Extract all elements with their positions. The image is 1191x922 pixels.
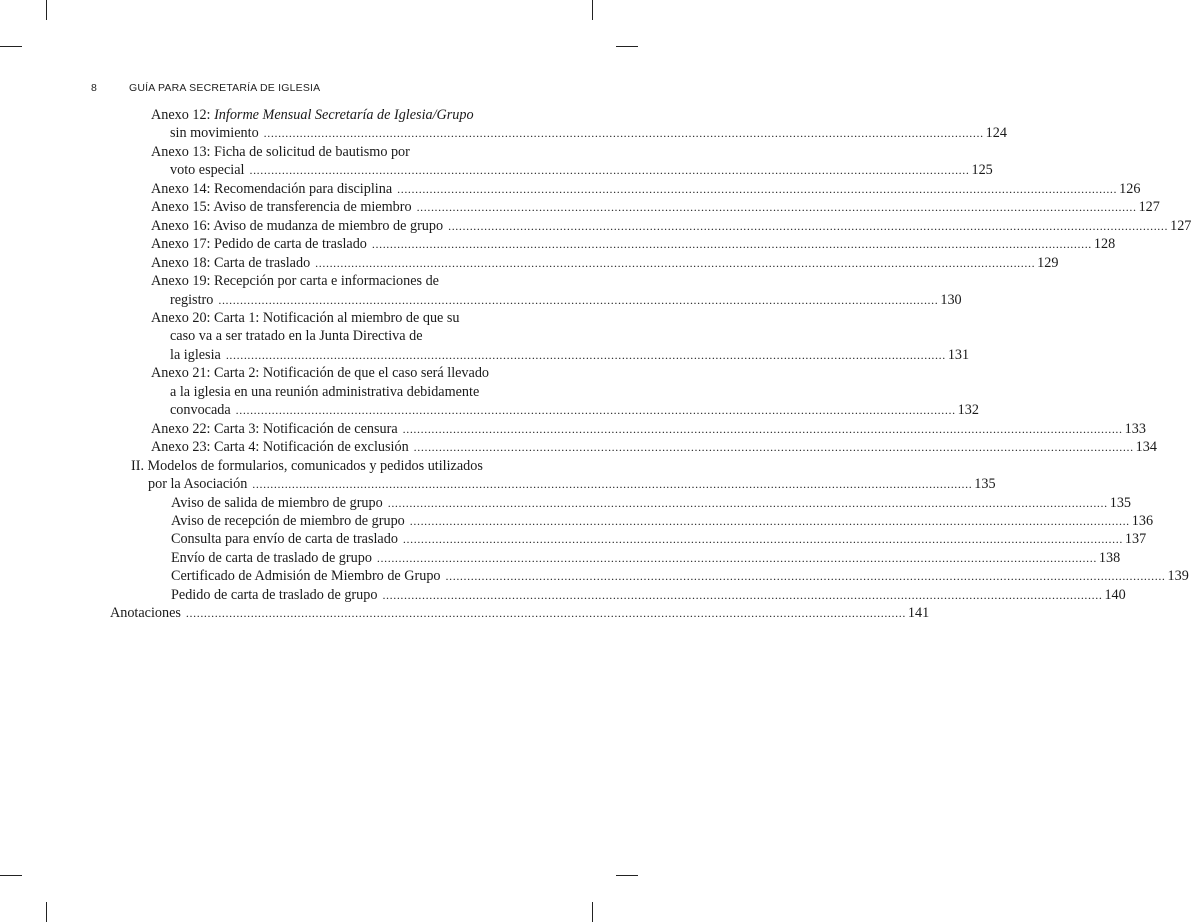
- toc-entry-text: [170, 328, 423, 344]
- toc-line: [0, 198, 1160, 216]
- toc-page-number: 124: [985, 125, 1007, 142]
- toc-entry-text: [170, 161, 244, 179]
- toc-line: [0, 346, 970, 364]
- dot-leader: ........................................................................................................................................................................................................: [402, 532, 1123, 547]
- crop-mark-bottom-left-vertical: [46, 902, 47, 922]
- toc-text-segment: Aviso de salida de miembro de grupo: [171, 494, 383, 511]
- toc-line: [0, 143, 638, 161]
- dot-leader: ........................................................................................................................................................................................................: [409, 513, 1130, 528]
- crop-mark-bottom-left-horizontal: [0, 875, 22, 876]
- running-header: [91, 82, 320, 94]
- dot-leader: ........................................................................................................................................................................................................: [252, 477, 973, 492]
- toc-line: [0, 457, 638, 475]
- toc-text-segment: Anexo 21: Carta 2: Notificación de que el caso será llevado: [151, 365, 490, 382]
- toc-text-segment: voto especial: [170, 162, 245, 179]
- dot-leader: ........................................................................................................................................................................................................: [376, 550, 1097, 565]
- crop-mark-bottom-right-vertical: [592, 902, 593, 922]
- toc-text-segment: por la Asociación: [148, 476, 248, 493]
- toc-text-segment: Anexo 22: Carta 3: Notificación de censura: [151, 420, 398, 437]
- toc-entry: [0, 180, 1141, 198]
- crop-mark-top-right-vertical: [592, 0, 593, 20]
- dot-leader: ........................................................................................................................................................................................................: [402, 421, 1123, 436]
- toc-entry-text: [151, 365, 489, 381]
- toc-text-segment: Pedido de carta de traslado de grupo: [171, 586, 378, 603]
- toc-entry: [0, 143, 993, 180]
- toc-entry-text: [170, 124, 259, 142]
- toc-entry: [0, 198, 1160, 216]
- toc-entry-text: [151, 235, 367, 253]
- toc-text-segment: Aviso de recepción de miembro de grupo: [171, 512, 405, 529]
- toc-entry-text: [151, 310, 460, 326]
- toc-line: [0, 530, 1147, 548]
- toc-entry-text: [151, 273, 439, 289]
- dot-leader: ........................................................................................................................................................................................................: [416, 200, 1137, 215]
- toc-page-number: 131: [947, 346, 970, 363]
- toc-page-number: 129: [1037, 254, 1059, 271]
- toc-text-segment: registro: [170, 291, 214, 308]
- toc-page-number: 133: [1124, 420, 1146, 437]
- toc-entry-text: [151, 217, 443, 235]
- crop-mark-top-left-vertical: [46, 0, 47, 20]
- dot-leader: ........................................................................................................................................................................................................: [448, 218, 1169, 233]
- toc-page-number: 138: [1098, 549, 1121, 566]
- toc-text-segment: Certificado de Admisión de Miembro de Grupo: [171, 568, 441, 585]
- dot-leader: ........................................................................................................................................................................................................: [413, 440, 1134, 455]
- table-of-contents: [0, 106, 1191, 623]
- toc-text-segment: Envío de carta de traslado de grupo: [171, 549, 372, 566]
- toc-entry: [0, 586, 1126, 604]
- toc-line: [0, 549, 1121, 567]
- toc-entry: [0, 567, 1189, 585]
- toc-entry-text: [110, 604, 181, 622]
- toc-text-segment: la iglesia: [170, 346, 221, 363]
- page-number: 8: [91, 82, 98, 94]
- toc-page-number: 139: [1167, 568, 1189, 585]
- crop-mark-top-right-horizontal: [616, 46, 638, 47]
- toc-entry: [0, 549, 1121, 567]
- toc-entry-text: [151, 198, 412, 216]
- toc-line: [0, 309, 638, 327]
- toc-line: [0, 217, 1191, 235]
- toc-line: [0, 254, 1059, 272]
- toc-page-number: 127: [1170, 217, 1191, 234]
- toc-entry-text: [131, 458, 483, 474]
- toc-entry-text: [151, 254, 310, 272]
- dot-leader: ........................................................................................................................................................................................................: [185, 606, 906, 621]
- dot-leader: ........................................................................................................................................................................................................: [371, 237, 1092, 252]
- toc-entry: [0, 254, 1059, 272]
- toc-text-segment: Anexo 19: Recepción por carta e informaciones de: [151, 273, 439, 290]
- toc-line: [0, 586, 1126, 604]
- toc-line: [0, 512, 1154, 530]
- toc-text-segment: sin movimiento: [170, 125, 259, 142]
- toc-page-number: 134: [1135, 439, 1157, 456]
- toc-entry-text: [151, 180, 392, 198]
- dot-leader: ........................................................................................................................................................................................................: [382, 587, 1103, 602]
- toc-line: [0, 438, 1157, 456]
- toc-entry-text: [151, 420, 398, 438]
- toc-line: [0, 383, 638, 401]
- toc-page-number: 136: [1131, 512, 1154, 529]
- toc-entry-text: [151, 144, 410, 160]
- toc-line: [0, 161, 993, 179]
- dot-leader: ........................................................................................................................................................................................................: [445, 569, 1166, 584]
- toc-text-segment: Anexo 23: Carta 4: Notificación de exclusión: [151, 439, 409, 456]
- toc-entry: [0, 217, 1191, 235]
- toc-text-segment: a la iglesia en una reunión administrativa debidamente: [170, 383, 480, 400]
- toc-entry: [0, 512, 1154, 530]
- toc-text-segment: Anotaciones: [110, 605, 181, 622]
- toc-line: [0, 364, 638, 382]
- toc-text-segment: Anexo 13: Ficha de solicitud de bautismo por: [151, 143, 410, 160]
- toc-entry: [0, 604, 930, 622]
- toc-entry: [0, 457, 996, 494]
- toc-text-segment: Informe Mensual Secretaría de Iglesia/Grupo: [214, 107, 474, 123]
- toc-page-number: 135: [974, 476, 996, 493]
- toc-page-number: 135: [1109, 494, 1131, 511]
- crop-mark-top-left-horizontal: [0, 46, 22, 47]
- toc-line: [0, 475, 996, 493]
- running-title: GUÍA PARA SECRETARÍA DE IGLESIA: [129, 82, 321, 94]
- toc-line: [0, 180, 1141, 198]
- dot-leader: ........................................................................................................................................................................................................: [235, 403, 956, 418]
- toc-page-number: 127: [1138, 199, 1160, 216]
- toc-page-number: 125: [971, 162, 993, 179]
- toc-text-segment: Anexo 14: Recomendación para disciplina: [151, 180, 393, 197]
- toc-line: [0, 494, 1131, 512]
- toc-line: [0, 401, 979, 419]
- toc-page-number: 130: [940, 291, 962, 308]
- toc-text-segment: II. Modelos de formularios, comunicados y pedidos utilizados: [131, 457, 483, 474]
- toc-line: [0, 327, 638, 345]
- toc-entry-text: [148, 475, 247, 493]
- toc-line: [0, 567, 1189, 585]
- toc-entry-text: [171, 512, 405, 530]
- toc-text-segment: Anexo 17: Pedido de carta de traslado: [151, 236, 367, 253]
- toc-entry-text: [151, 107, 474, 123]
- toc-entry-text: [171, 530, 398, 548]
- dot-leader: ........................................................................................................................................................................................................: [218, 292, 939, 307]
- dot-leader: ........................................................................................................................................................................................................: [315, 255, 1036, 270]
- toc-entry-text: [171, 586, 377, 604]
- toc-line: [0, 420, 1146, 438]
- toc-page-number: 140: [1104, 586, 1126, 603]
- dot-leader: ........................................................................................................................................................................................................: [387, 495, 1108, 510]
- toc-line: [0, 604, 930, 622]
- toc-line: [0, 235, 1116, 253]
- toc-entry: [0, 235, 1116, 253]
- toc-line: [0, 124, 1007, 142]
- dot-leader: ........................................................................................................................................................................................................: [263, 126, 984, 141]
- toc-text-segment: Consulta para envío de carta de traslado: [171, 531, 398, 548]
- toc-entry-text: [171, 549, 372, 567]
- toc-entry: [0, 494, 1131, 512]
- toc-line: [0, 272, 638, 290]
- dot-leader: ........................................................................................................................................................................................................: [249, 163, 970, 178]
- toc-text-segment: convocada: [170, 402, 231, 419]
- toc-entry-text: [170, 401, 231, 419]
- toc-entry-text: [171, 494, 383, 512]
- toc-entry: [0, 364, 979, 419]
- toc-line: [0, 106, 638, 124]
- toc-text-segment: Anexo 20: Carta 1: Notificación al miembro de que su: [151, 309, 460, 326]
- toc-line: [0, 291, 962, 309]
- toc-page-number: 128: [1093, 236, 1116, 253]
- toc-text-segment: Anexo 18: Carta de traslado: [151, 254, 311, 271]
- toc-entry: [0, 420, 1146, 438]
- toc-entry-text: [170, 384, 479, 400]
- toc-page-number: 126: [1119, 180, 1141, 197]
- toc-entry: [0, 272, 962, 309]
- toc-entry: [0, 530, 1147, 548]
- toc-entry-text: [170, 346, 221, 364]
- toc-entry-text: [170, 291, 213, 309]
- toc-text-segment: caso va a ser tratado en la Junta Directiva de: [170, 328, 423, 345]
- toc-page-number: 132: [957, 402, 979, 419]
- toc-text-segment: Anexo 15: Aviso de transferencia de miembro: [151, 199, 412, 216]
- toc-entry-text: [171, 567, 441, 585]
- toc-entry: [0, 309, 970, 364]
- toc-entry-text: [151, 438, 409, 456]
- toc-page-number: 137: [1124, 531, 1147, 548]
- dot-leader: ........................................................................................................................................................................................................: [225, 347, 946, 362]
- crop-mark-bottom-right-horizontal: [616, 875, 638, 876]
- toc-entry: [0, 438, 1157, 456]
- toc-entry: [0, 106, 1007, 143]
- toc-text-segment: Anexo 12:: [151, 107, 215, 123]
- toc-text-segment: Anexo 16: Aviso de mudanza de miembro de grupo: [151, 217, 444, 234]
- toc-page-number: 141: [907, 605, 930, 622]
- dot-leader: ........................................................................................................................................................................................................: [397, 181, 1118, 196]
